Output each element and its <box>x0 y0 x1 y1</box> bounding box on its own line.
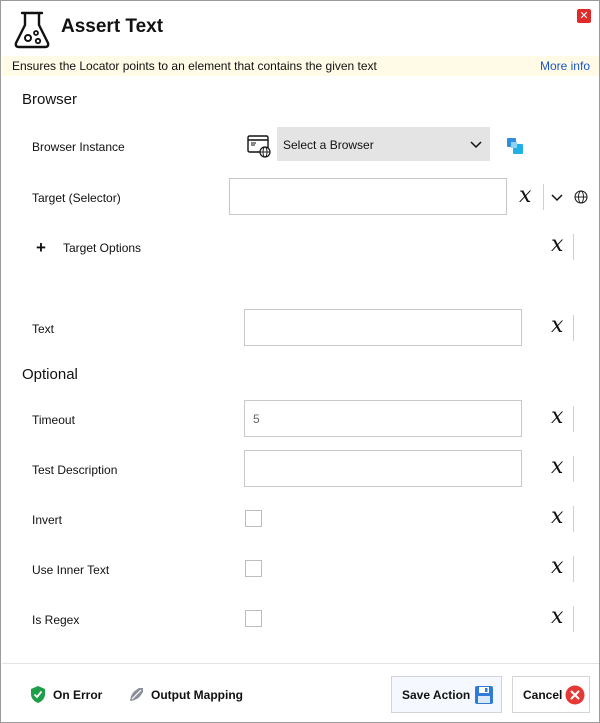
section-title-browser: Browser <box>22 91 78 108</box>
chevron-down-icon <box>470 138 482 150</box>
title-bar <box>1 1 599 53</box>
use-inner-text-checkbox[interactable] <box>245 560 262 577</box>
divider <box>573 556 574 582</box>
globe-icon[interactable] <box>574 190 588 204</box>
output-mapping-label: Output Mapping <box>151 688 243 702</box>
cancel-x-icon <box>565 685 585 705</box>
target-options-label[interactable]: Target Options <box>63 241 142 255</box>
divider <box>573 315 574 341</box>
variable-icon[interactable]: x <box>519 183 532 208</box>
divider <box>543 184 544 210</box>
info-bar <box>2 56 599 76</box>
flask-icon <box>13 7 51 49</box>
section-title-optional: Optional <box>22 366 78 383</box>
save-action-label: Save Action <box>402 688 471 702</box>
on-error-button[interactable] <box>29 685 109 705</box>
divider <box>573 406 574 432</box>
cancel-button[interactable] <box>512 676 590 713</box>
is-regex-label: Is Regex <box>32 613 80 627</box>
cancel-label: Cancel <box>523 688 563 702</box>
browser-select[interactable] <box>277 127 490 161</box>
output-mapping-icon <box>128 686 145 703</box>
variable-icon[interactable]: x <box>551 604 564 629</box>
test-description-input[interactable] <box>244 450 522 487</box>
variable-icon[interactable]: x <box>551 554 564 579</box>
browser-instance-label: Browser Instance <box>32 140 125 154</box>
action-description: Ensures the Locator points to an element that contains the given text <box>12 59 377 73</box>
variable-icon[interactable]: x <box>551 454 564 479</box>
close-button[interactable]: ✕ <box>577 9 591 23</box>
text-input[interactable] <box>244 309 522 346</box>
floppy-disk-icon <box>474 685 494 705</box>
on-error-label: On Error <box>53 688 103 702</box>
variable-icon[interactable]: x <box>551 504 564 529</box>
divider <box>573 606 574 632</box>
use-inner-text-label: Use Inner Text <box>32 563 110 577</box>
divider <box>573 456 574 482</box>
shield-check-icon <box>29 685 47 704</box>
is-regex-checkbox[interactable] <box>245 610 262 627</box>
target-selector-label: Target (Selector) <box>32 191 121 205</box>
save-action-button[interactable] <box>391 676 502 713</box>
expand-target-options-icon[interactable]: + <box>36 238 46 257</box>
test-description-label: Test Description <box>32 463 118 477</box>
link-browser-icon[interactable] <box>506 137 524 155</box>
chevron-down-icon[interactable] <box>551 193 563 203</box>
text-label: Text <box>32 322 55 336</box>
more-info-link[interactable]: More info <box>539 59 590 73</box>
footer-divider <box>2 663 599 664</box>
divider <box>573 506 574 532</box>
target-selector-input[interactable] <box>229 178 507 215</box>
timeout-value: 5 <box>253 412 260 426</box>
timeout-input[interactable] <box>244 400 522 437</box>
variable-icon[interactable]: x <box>551 313 564 338</box>
invert-checkbox[interactable] <box>245 510 262 527</box>
variable-icon[interactable]: x <box>551 404 564 429</box>
dialog-title: Assert Text <box>61 16 164 37</box>
invert-label: Invert <box>32 513 63 527</box>
timeout-label: Timeout <box>32 413 75 427</box>
divider <box>573 234 574 260</box>
browser-window-icon <box>247 134 271 158</box>
output-mapping-button[interactable] <box>128 685 248 705</box>
browser-select-value: Select a Browser <box>283 138 374 152</box>
variable-icon[interactable]: x <box>551 232 564 257</box>
